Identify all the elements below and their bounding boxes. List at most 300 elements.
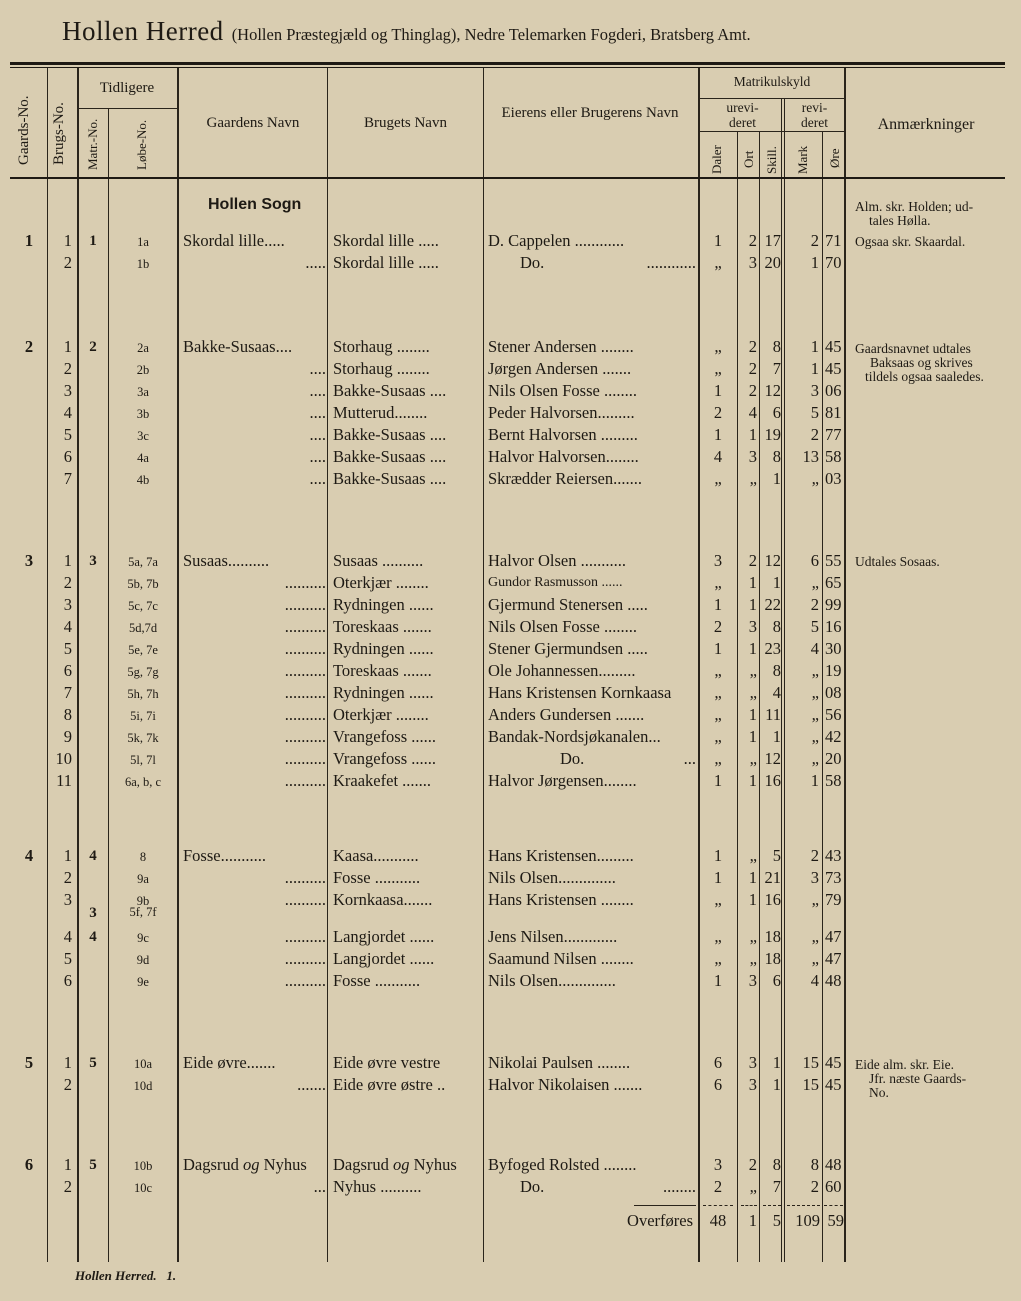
ore: 71	[825, 231, 842, 250]
matr-no: 4	[89, 848, 97, 864]
brugets-navn: Nyhus ..........	[333, 1177, 422, 1196]
brugs-no: 8	[63, 705, 72, 724]
gaardens-navn: .......	[297, 1075, 326, 1094]
skill: 1	[772, 469, 781, 488]
lobe-no: 10d	[133, 1079, 153, 1093]
lobe-no: 3b	[136, 407, 150, 421]
daler: 2	[713, 1177, 723, 1196]
mark: 3	[810, 381, 819, 400]
eierens-navn: Saamund Nilsen ........	[488, 949, 634, 968]
eierens-navn: Nils Olsen Fosse ........	[488, 381, 637, 400]
ore: 43	[825, 846, 842, 865]
ort: 3	[748, 617, 757, 636]
gaardens-navn: Skordal lille.....	[183, 231, 285, 250]
ore: 48	[825, 971, 842, 990]
lobe-no: 5e, 7e	[128, 643, 158, 657]
gaardens-navn: ...	[313, 1177, 326, 1196]
brugets-navn: Susaas ..........	[333, 551, 424, 570]
brugs-no: 7	[63, 469, 72, 488]
total-label: Overføres	[627, 1211, 693, 1230]
annotation-line: Udtales Sosaas.	[855, 554, 940, 569]
title-subtitle: (Hollen Præstegjæld og Thinglag), Nedre Telemarken Fogderi, Bratsberg Amt.	[231, 25, 751, 44]
matr-no: 4	[89, 929, 97, 945]
total-rule-mark	[787, 1205, 820, 1207]
gaardens-navn: ..........	[284, 868, 326, 887]
column-divider	[822, 131, 823, 1262]
skill: 16	[764, 890, 781, 909]
column-divider	[781, 98, 782, 1262]
eierens-navn: Nils Olsen Fosse ........	[488, 617, 637, 636]
daler: 2	[713, 617, 723, 636]
daler: „	[714, 253, 722, 272]
ore: 45	[825, 359, 842, 378]
ort: 3	[748, 1075, 757, 1094]
brugets-navn: Vrangefoss ......	[333, 749, 437, 768]
gaardens-navn: Susaas..........	[183, 551, 270, 570]
skill: 1	[772, 573, 781, 592]
daler: „	[714, 683, 722, 702]
eierens-navn-leader: ...	[683, 749, 696, 768]
ort: 1	[748, 727, 757, 746]
lobe-no: 9e	[137, 975, 149, 989]
lobe-no: 5b, 7b	[127, 577, 159, 591]
header-gaardens-navn: Gaardens Navn	[206, 115, 300, 131]
brugets-navn: Oterkjær ........	[333, 573, 429, 592]
lobe-no: 5k, 7k	[127, 731, 159, 745]
header-skill: Skill.	[764, 146, 779, 174]
lobe-no: 5i, 7i	[130, 709, 156, 723]
brugets-navn: Toreskaas .......	[333, 661, 432, 680]
header-ort: Ort	[741, 150, 756, 168]
column-divider	[483, 68, 484, 1262]
mark: 1	[810, 337, 819, 356]
eierens-navn: Hans Kristensen ........	[488, 890, 634, 909]
brugets-navn: Rydningen ......	[333, 639, 434, 658]
brugs-no: 5	[63, 639, 72, 658]
brugs-no: 2	[63, 1177, 72, 1196]
ore: 20	[825, 749, 842, 768]
gaardens-navn: ..........	[284, 749, 326, 768]
brugets-navn: Fosse ...........	[333, 971, 421, 990]
ore: 65	[825, 573, 842, 592]
ort: 2	[748, 231, 757, 250]
ore: 45	[825, 1053, 842, 1072]
total-rule-ore	[824, 1205, 843, 1207]
gaardens-navn: ..........	[284, 595, 326, 614]
ort: „	[749, 683, 757, 702]
skill: 21	[764, 868, 781, 887]
mark: 5	[810, 617, 819, 636]
gaardens-navn: Eide øvre.......	[183, 1053, 276, 1072]
gaardens-navn: ..........	[284, 705, 326, 724]
lobe-no: 9a	[137, 872, 149, 886]
brugs-no: 2	[63, 253, 72, 272]
total-mark: 109	[795, 1211, 820, 1230]
eierens-navn: Byfoged Rolsted ........	[488, 1155, 637, 1174]
lobe-no: 1a	[137, 235, 149, 249]
skill: 23	[764, 639, 781, 658]
brugs-no: 3	[63, 381, 72, 400]
gaardens-navn: ....	[309, 381, 326, 400]
daler: 4	[713, 447, 723, 466]
brugs-no: 6	[63, 661, 72, 680]
annotation-line: Jfr. næste Gaards-	[869, 1071, 967, 1086]
ore: 81	[825, 403, 842, 422]
matr-no: 2	[89, 339, 97, 355]
gaards-no: 2	[24, 337, 34, 356]
ort: 2	[748, 1155, 757, 1174]
header-brugs-no: Brugs-No.	[51, 102, 67, 165]
eierens-navn: Jørgen Andersen .......	[488, 359, 632, 378]
ore: 19	[825, 661, 842, 680]
mark: „	[811, 749, 819, 768]
skill: 22	[764, 595, 781, 614]
skill: 8	[772, 1155, 781, 1174]
skill: 8	[772, 337, 781, 356]
mark: „	[811, 469, 819, 488]
header-brugets-navn: Brugets Navn	[364, 115, 447, 131]
ore: 48	[825, 1155, 842, 1174]
eierens-navn: Do.	[560, 749, 585, 768]
eierens-navn: Anders Gundersen .......	[488, 705, 645, 724]
annotation-line: Alm. skr. Holden; ud-	[855, 199, 974, 214]
ort: 1	[748, 425, 757, 444]
ore: 45	[825, 1075, 842, 1094]
eierens-navn: Stener Gjermundsen .....	[488, 639, 648, 658]
section-heading: Hollen Sogn	[208, 196, 302, 213]
ore: 60	[825, 1177, 842, 1196]
brugs-no: 2	[63, 868, 72, 887]
daler: „	[714, 890, 722, 909]
mark: „	[811, 927, 819, 946]
matr-no: 3	[89, 553, 97, 569]
ort: 1	[748, 573, 757, 592]
daler: „	[714, 927, 722, 946]
brugets-navn: Bakke-Susaas ....	[333, 469, 447, 488]
skill: 18	[764, 949, 781, 968]
daler: 3	[713, 551, 723, 570]
daler: 1	[713, 425, 723, 444]
brugs-no: 2	[63, 359, 72, 378]
total-rule-ort	[741, 1205, 757, 1207]
eierens-navn: Halvor Halvorsen........	[488, 447, 639, 466]
lobe-no: 5l, 7l	[130, 753, 156, 767]
ore: 06	[825, 381, 842, 400]
mark: 4	[810, 971, 819, 990]
brugs-no: 1	[63, 1155, 72, 1174]
ort: 3	[748, 971, 757, 990]
brugets-navn: Storhaug ........	[333, 337, 430, 356]
header-tidligere: Tidligere	[99, 80, 155, 96]
ort: „	[749, 469, 757, 488]
eierens-navn: Halvor Jørgensen........	[488, 771, 637, 790]
header-anmaerkninger: Anmærkninger	[877, 116, 975, 133]
gaardens-navn: ..........	[284, 890, 326, 909]
mark: 1	[810, 253, 819, 272]
skill: 12	[764, 749, 781, 768]
mark: „	[811, 949, 819, 968]
daler: 1	[713, 771, 723, 790]
brugets-navn: Mutterud........	[333, 403, 428, 422]
page-footer: Hollen Herred. 1.	[75, 1268, 177, 1283]
mark: 1	[810, 771, 819, 790]
ort: 3	[748, 447, 757, 466]
matr-no: 5	[89, 1157, 97, 1173]
daler: 1	[713, 971, 723, 990]
total-ore: 59	[827, 1211, 844, 1230]
eierens-navn: Bernt Halvorsen .........	[488, 425, 638, 444]
skill: 1	[772, 1053, 781, 1072]
header-matrikulskyld-rule	[699, 98, 845, 99]
brugs-no: 7	[63, 683, 72, 702]
header-matr-no: Matr.-No.	[85, 118, 100, 170]
brugets-navn: Kornkaasa.......	[333, 890, 433, 909]
skill: 12	[764, 551, 781, 570]
skill: 19	[764, 425, 781, 444]
daler: 1	[713, 639, 723, 658]
ore: 70	[825, 253, 842, 272]
gaardens-navn: ..........	[284, 661, 326, 680]
daler: 1	[713, 231, 723, 250]
gaards-no: 6	[24, 1155, 34, 1174]
lobe-no: 5c, 7c	[128, 599, 158, 613]
total-rule-daler	[703, 1205, 733, 1207]
total-skill: 5	[772, 1211, 781, 1230]
gaardens-navn: ..........	[284, 971, 326, 990]
ore: 45	[825, 337, 842, 356]
lobe-no: 3c	[137, 429, 149, 443]
daler: 6	[713, 1075, 723, 1094]
mark: 2	[810, 1177, 819, 1196]
eierens-navn: Skrædder Reiersen.......	[488, 469, 642, 488]
eierens-navn: Hans Kristensen.........	[488, 846, 634, 865]
annotation-line: No.	[869, 1085, 889, 1100]
annotation-line: Ogsaa skr. Skaardal.	[855, 234, 966, 249]
gaards-no: 1	[24, 231, 34, 250]
mark: 1	[810, 359, 819, 378]
header-ore: Øre	[827, 148, 842, 168]
ort: „	[749, 661, 757, 680]
ore: 56	[825, 705, 842, 724]
eierens-navn: Stener Andersen ........	[488, 337, 634, 356]
eierens-navn: Jens Nilsen.............	[488, 927, 618, 946]
ore: 99	[825, 595, 842, 614]
gaards-no: 3	[24, 551, 34, 570]
brugets-navn: Dagsrud og Nyhus	[333, 1155, 457, 1174]
eierens-navn-leader: ........	[663, 1177, 696, 1196]
total-ort: 1	[748, 1211, 757, 1230]
gaardens-navn: ....	[309, 447, 326, 466]
ort: 1	[748, 595, 757, 614]
ort: 1	[748, 890, 757, 909]
daler: 1	[713, 381, 723, 400]
eierens-navn: Peder Halvorsen.........	[488, 403, 635, 422]
lobe-no: 4b	[136, 473, 150, 487]
lobe-no: 9d	[136, 953, 150, 967]
matr-no: 1	[89, 233, 97, 249]
mark: 15	[802, 1075, 819, 1094]
brugets-navn: Bakke-Susaas ....	[333, 425, 447, 444]
mark: 2	[810, 231, 819, 250]
ore: 30	[825, 639, 842, 658]
ort: 1	[748, 771, 757, 790]
daler: 1	[713, 846, 723, 865]
eierens-navn: Do.	[520, 1177, 545, 1196]
skill: 7	[772, 359, 781, 378]
skill: 16	[764, 771, 781, 790]
gaards-no: 4	[24, 846, 34, 865]
header-mark: Mark	[795, 145, 810, 174]
skill: 6	[772, 403, 781, 422]
top-rule	[10, 62, 1005, 65]
brugets-navn: Bakke-Susaas ....	[333, 447, 447, 466]
lobe-no: 10a	[133, 1057, 153, 1071]
mark: „	[811, 705, 819, 724]
ort: 2	[748, 381, 757, 400]
skill: 8	[772, 447, 781, 466]
lobe-no: 1b	[136, 257, 150, 271]
gaardens-navn: ..........	[284, 949, 326, 968]
annotation-line: Gaardsnavnet udtales	[855, 341, 971, 356]
gaardens-navn: ..........	[284, 573, 326, 592]
ore: 79	[825, 890, 842, 909]
brugs-no: 6	[63, 971, 72, 990]
matr-no: 5	[89, 1055, 97, 1071]
gaardens-navn: ....	[309, 425, 326, 444]
brugs-no: 1	[63, 846, 72, 865]
ore: 77	[825, 425, 842, 444]
brugs-no: 9	[63, 727, 72, 746]
eierens-navn-leader: ............	[646, 253, 696, 272]
gaardens-navn: Dagsrud og Nyhus	[183, 1155, 307, 1174]
gaardens-navn: ....	[309, 359, 326, 378]
brugs-no: 3	[63, 595, 72, 614]
ort: „	[749, 846, 757, 865]
daler: „	[714, 359, 722, 378]
eierens-navn: Hans Kristensen Kornkaasa	[488, 683, 672, 702]
mark: „	[811, 573, 819, 592]
brugs-no: 4	[63, 927, 72, 946]
eierens-navn: Halvor Olsen ...........	[488, 551, 626, 570]
mark: „	[811, 890, 819, 909]
brugets-navn: Storhaug ........	[333, 359, 430, 378]
mark: 13	[802, 447, 819, 466]
gaardens-navn: ..........	[284, 639, 326, 658]
page-title	[62, 16, 751, 47]
skill: 18	[764, 927, 781, 946]
gaards-no: 5	[24, 1053, 34, 1072]
brugs-no: 6	[63, 447, 72, 466]
daler: „	[714, 705, 722, 724]
annotation-line: tales Hølla.	[869, 213, 931, 228]
ort: 2	[748, 359, 757, 378]
eierens-navn: Nils Olsen..............	[488, 868, 616, 887]
eierens-navn: Halvor Nikolaisen .......	[488, 1075, 643, 1094]
ore: 47	[825, 949, 842, 968]
ore: 42	[825, 727, 842, 746]
ort: 2	[748, 337, 757, 356]
ort: 3	[748, 1053, 757, 1072]
lobe-no: 9c	[137, 931, 149, 945]
skill: 4	[772, 683, 781, 702]
annotation-line: Eide alm. skr. Eie.	[855, 1057, 954, 1072]
title-main: Hollen Herred	[62, 16, 224, 46]
lobe-no: 5a, 7a	[128, 555, 158, 569]
ort: „	[749, 1177, 757, 1196]
mark: 2	[810, 595, 819, 614]
header-daler: Daler	[709, 145, 724, 174]
brugs-no: 1	[63, 1053, 72, 1072]
skill: 5	[772, 846, 781, 865]
brugets-navn: Vrangefoss ......	[333, 727, 437, 746]
brugs-no: 11	[56, 771, 72, 790]
mark: 6	[810, 551, 819, 570]
ort: „	[749, 949, 757, 968]
brugs-no: 4	[63, 403, 72, 422]
header-urevideret: urevi-deret	[726, 100, 759, 130]
annotation-line: tildels ogsaa saaledes.	[865, 369, 984, 384]
mark: „	[811, 661, 819, 680]
brugets-navn: Langjordet ......	[333, 927, 435, 946]
ore: 08	[825, 683, 842, 702]
lobe-no: 2a	[137, 341, 149, 355]
ort: „	[749, 749, 757, 768]
daler: „	[714, 573, 722, 592]
lobe-no: 8	[139, 850, 147, 864]
header-bottom-rule	[10, 177, 1005, 179]
skill: 1	[772, 1075, 781, 1094]
brugets-navn: Skordal lille .....	[333, 253, 439, 272]
lobe-no: 6a, b, c	[124, 775, 162, 789]
ort: 4	[748, 403, 757, 422]
ort: 1	[748, 868, 757, 887]
brugs-no: 1	[63, 231, 72, 250]
gaardens-navn: ..........	[284, 617, 326, 636]
mark: 5	[810, 403, 819, 422]
lobe-no: 5g, 7g	[127, 665, 159, 679]
eierens-navn: Nils Olsen..............	[488, 971, 616, 990]
lobe-no: 10b	[133, 1159, 153, 1173]
total-rule-label	[634, 1205, 696, 1207]
header-eierens-navn: Eierens eller Brugerens Navn	[501, 105, 679, 121]
gaardens-navn: ..........	[284, 727, 326, 746]
total-daler: 48	[709, 1211, 727, 1230]
header-gaards-no: Gaards-No.	[16, 95, 32, 165]
skill: 20	[764, 253, 781, 272]
gaardens-navn: .....	[305, 253, 326, 272]
skill: 11	[765, 705, 781, 724]
gaardens-navn: ....	[309, 469, 326, 488]
brugets-navn: Rydningen ......	[333, 595, 434, 614]
lobe-no: 3a	[137, 385, 149, 399]
mark: 8	[810, 1155, 819, 1174]
column-divider	[327, 68, 328, 1262]
daler: 1	[713, 595, 723, 614]
daler: „	[714, 727, 722, 746]
lobe-no: 10c	[133, 1181, 153, 1195]
brugs-no: 10	[55, 749, 72, 768]
daler: 3	[713, 1155, 723, 1174]
header-revideret: revi-deret	[801, 100, 828, 130]
skill: 17	[764, 231, 781, 250]
daler: „	[714, 949, 722, 968]
header-sub-rule	[699, 131, 845, 132]
gaardens-navn: ..........	[284, 683, 326, 702]
mark: 4	[810, 639, 819, 658]
lobe-no: 4a	[137, 451, 149, 465]
gaardens-navn: Fosse...........	[183, 846, 266, 865]
mark: 3	[810, 868, 819, 887]
